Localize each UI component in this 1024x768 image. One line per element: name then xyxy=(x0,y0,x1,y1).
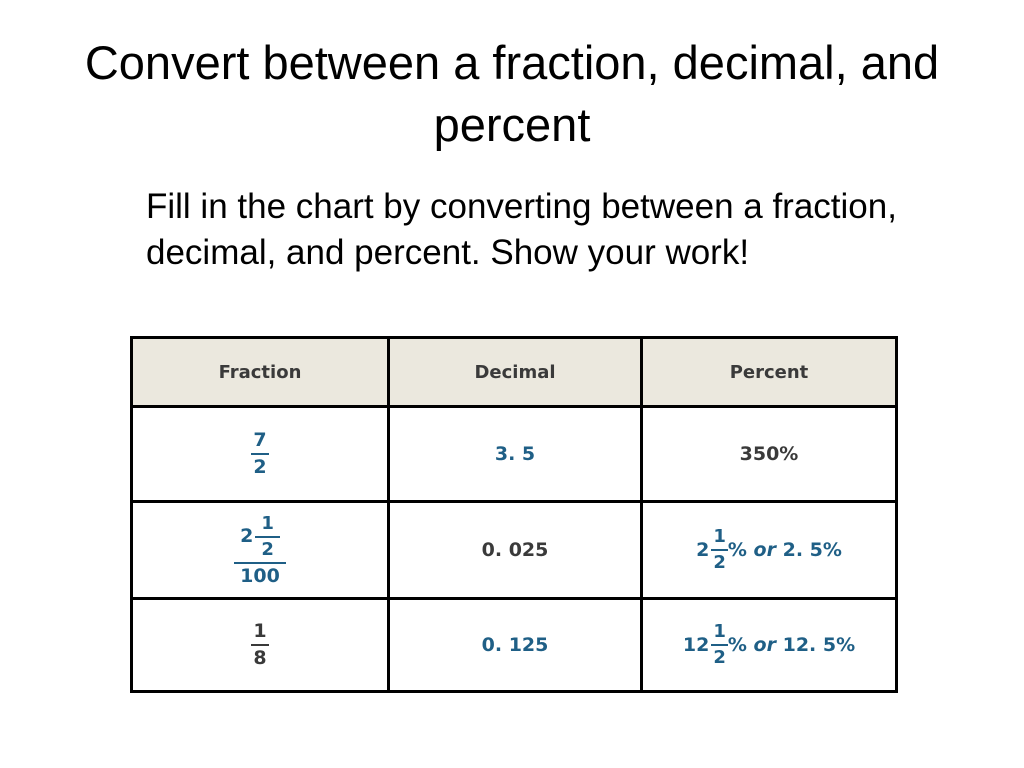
header-percent: Percent xyxy=(642,338,897,407)
percent-cell xyxy=(642,502,897,599)
conversion-table xyxy=(130,336,898,693)
table-row xyxy=(132,407,897,502)
decimal-cell: 0. 025 xyxy=(389,502,642,599)
instructions-text: Fill in the chart by converting between a fraction, decimal, and percent. Show your work! xyxy=(146,187,897,272)
fraction-cell xyxy=(132,599,389,692)
denominator: 2 xyxy=(251,453,268,477)
header-decimal: Decimal xyxy=(389,338,642,407)
numerator: 1 xyxy=(713,621,726,642)
denominator: 2 xyxy=(711,644,728,667)
decimal-cell: 3. 5 xyxy=(389,407,642,502)
whole-part: 2 xyxy=(696,539,710,561)
whole-part: 12 xyxy=(682,634,710,656)
or-text: or xyxy=(753,634,776,656)
mixed-number xyxy=(696,528,728,572)
or-text: or xyxy=(753,539,776,561)
denominator: 2 xyxy=(711,549,728,572)
whole-part: 2 xyxy=(240,525,254,547)
numerator: 1 xyxy=(261,512,274,534)
fraction-value xyxy=(234,512,286,587)
percent-alt: 2. 5% xyxy=(782,539,842,561)
numerator: 1 xyxy=(253,620,267,642)
fraction-cell xyxy=(132,502,389,599)
decimal-cell: 0. 125 xyxy=(389,599,642,692)
header-fraction: Fraction xyxy=(132,338,389,407)
mixed-number xyxy=(240,512,280,560)
numerator: 7 xyxy=(253,429,267,451)
percent-cell xyxy=(642,599,897,692)
percent-alt: 12. 5% xyxy=(782,634,856,656)
mixed-number xyxy=(683,623,728,667)
fraction-value xyxy=(251,622,268,668)
percent-sign: % xyxy=(727,634,747,656)
denominator: 8 xyxy=(251,644,268,668)
fraction-value xyxy=(251,431,268,477)
table-row xyxy=(132,599,897,692)
percent-cell: 350% xyxy=(642,407,897,502)
table-header-row xyxy=(132,338,897,407)
slide-title: Convert between a fraction, decimal, and percent xyxy=(84,36,940,151)
numerator: 1 xyxy=(713,526,726,547)
denominator: 100 xyxy=(234,562,286,586)
table-row xyxy=(132,502,897,599)
fraction-cell xyxy=(132,407,389,502)
percent-sign: % xyxy=(727,539,747,561)
denominator: 2 xyxy=(255,536,280,559)
